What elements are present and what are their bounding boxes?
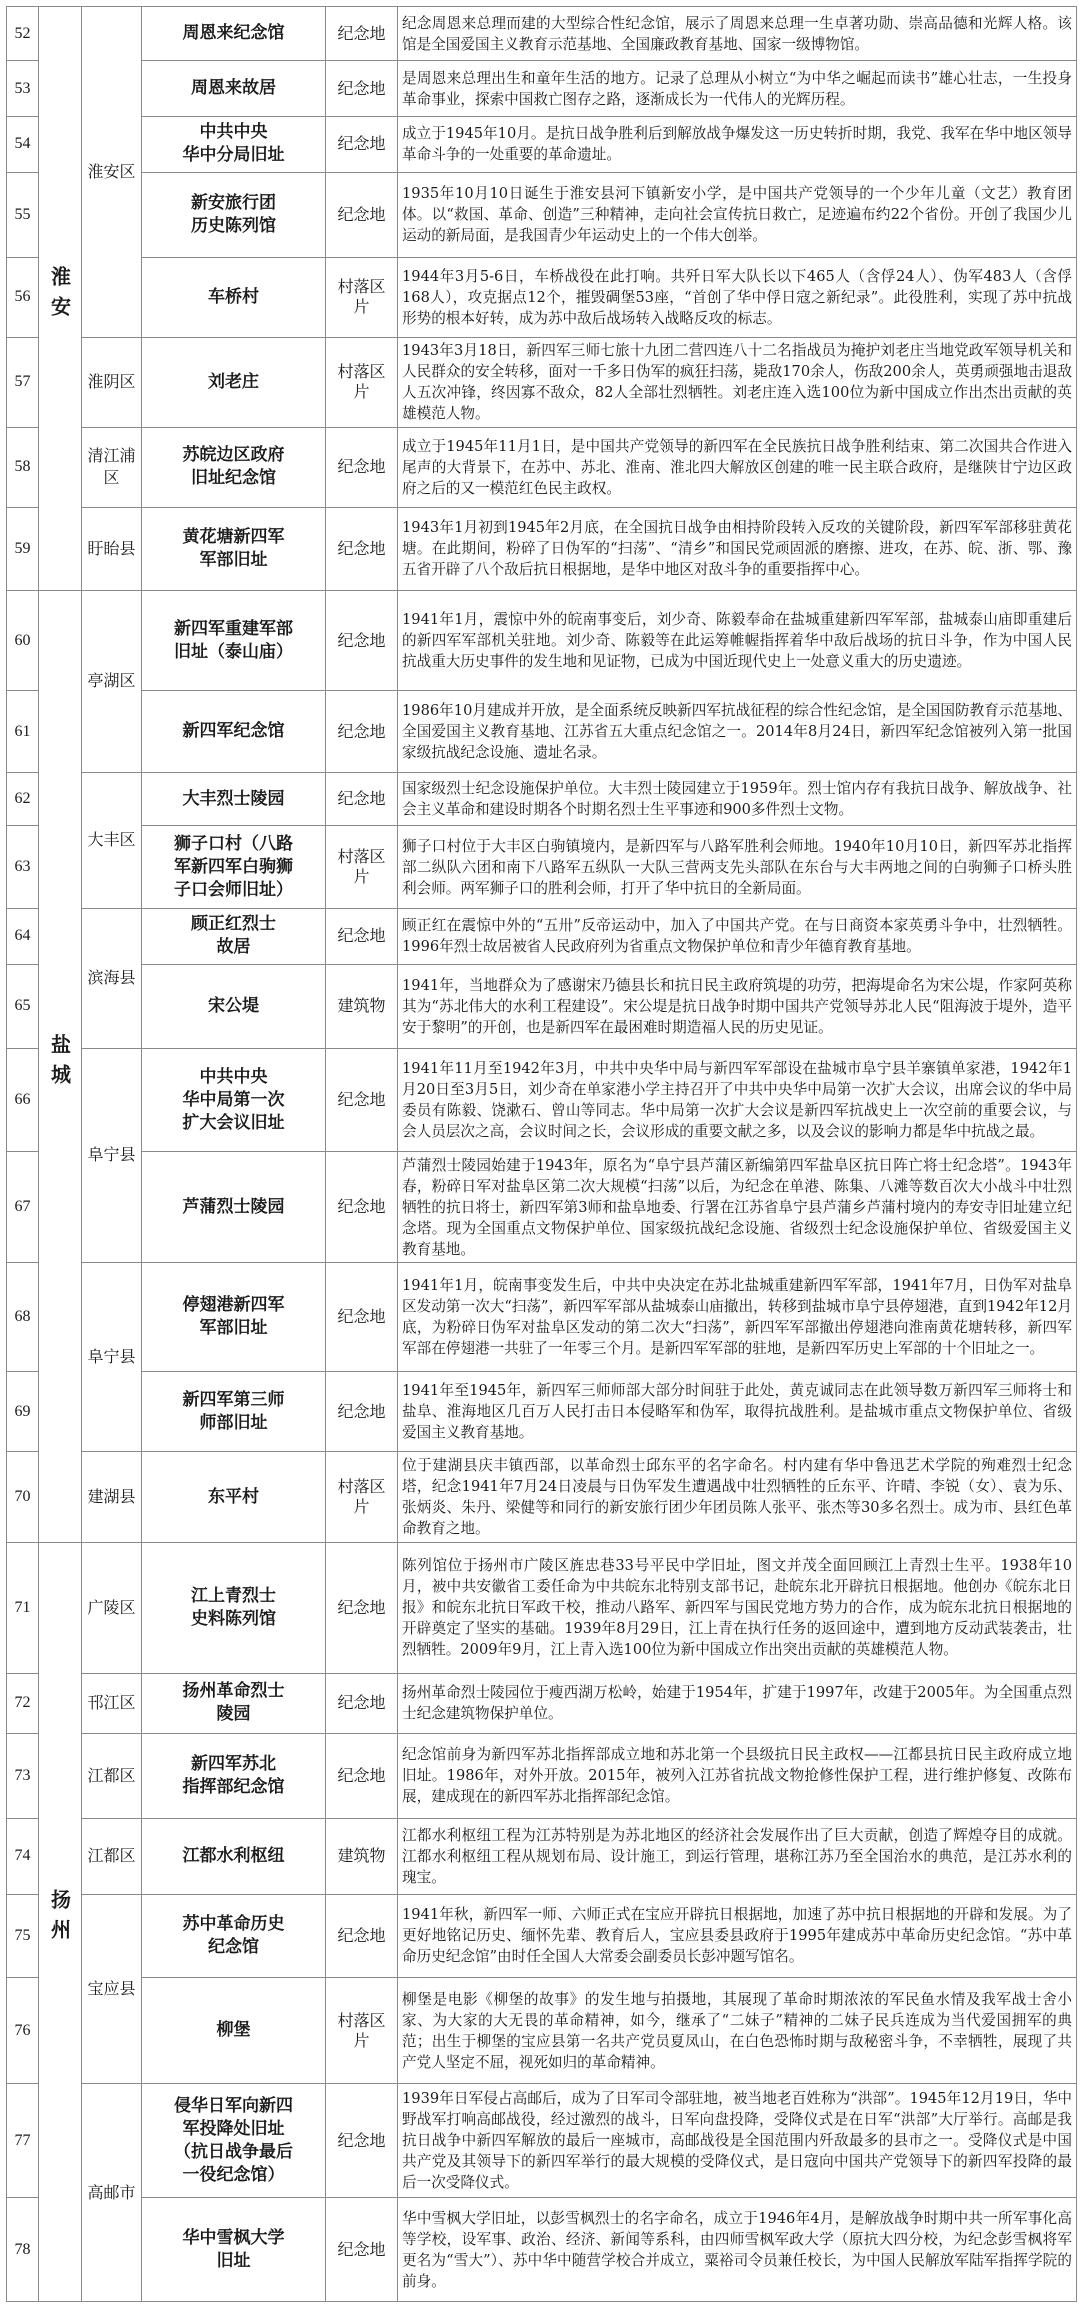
row-number: 54 xyxy=(7,116,39,172)
site-type: 纪念地 xyxy=(326,508,398,591)
table-row xyxy=(7,965,1077,1049)
row-number: 69 xyxy=(7,1371,39,1452)
site-name: 苏中革命历史 纪念馆 xyxy=(142,1895,326,1978)
table-row xyxy=(7,1048,1077,1152)
site-type: 纪念地 xyxy=(326,1734,398,1819)
site-name: 狮子口村（八路 军新四军白驹狮 子口会师旧址） xyxy=(142,826,326,909)
table-row xyxy=(7,1818,1077,1895)
site-type: 纪念地 xyxy=(326,7,398,61)
site-description: 芦蒲烈士陵园始建于1943年，原名为“阜宁县芦蒲区新编第四军盐阜区抗日阵亡将士纪念塔”。1943年春，粉碎日军对盐阜区第二次大规模“扫荡”以后，为纪念在单港、陈集、八滩等数百次大小战斗中壮烈牺牲的抗日将士，新四军第3师和盐阜地委、行署在江苏省阜宁县芦蒲乡芦蒲村境内的寿安寺旧址建立纪念塔。现为全国重点文物保护单位、国家级抗战纪念设施、省级烈士纪念设施保护单位、省级爱国主义教育基地。 xyxy=(398,1152,1077,1263)
site-description: 江都水利枢纽工程为江苏特别是为苏北地区的经济社会发展作出了巨大贡献，创造了辉煌夺目的成就。江都水利枢纽工程从规划布局、设计施工，到运行管理，堪称江苏乃至全国治水的典范，是江苏水利的瑰宝。 xyxy=(398,1818,1077,1895)
site-type: 村落区片 xyxy=(326,257,398,338)
table-row xyxy=(7,590,1077,691)
site-name: 侵华日军向新四 军投降处旧址 （抗日战争最后 一役纪念馆） xyxy=(142,2084,326,2198)
city-cell xyxy=(39,590,82,1542)
table-row xyxy=(7,1152,1077,1263)
site-name: 苏皖边区政府 旧址纪念馆 xyxy=(142,427,326,508)
row-number: 65 xyxy=(7,965,39,1049)
site-name: 新四军苏北 指挥部纪念馆 xyxy=(142,1734,326,1819)
table-row xyxy=(7,1542,1077,1673)
district-cell: 亭湖区 xyxy=(82,590,142,772)
district-cell: 江都区 xyxy=(82,1734,142,1819)
district-cell: 盱眙县 xyxy=(82,508,142,591)
site-name: 芦蒲烈士陵园 xyxy=(142,1152,326,1263)
table-row xyxy=(7,1895,1077,1978)
site-description: 华中雪枫大学旧址，以彭雪枫烈士的名字命名，成立于1946年4月，是解放战争时期中共一所军事化高等学校，设军事、政治、经济、新闻等系科，由四师雪枫军政大学（原抗大四分校，为纪念彭雪枫将军更名为“雪大”）、苏中华中随营学校合并成立，粟裕司令员兼任校长，为中国人民解放军陆军指挥学院的前身。 xyxy=(398,2198,1077,2302)
district-cell: 邗江区 xyxy=(82,1673,142,1733)
site-description: 国家级烈士纪念设施保护单位。大丰烈士陵园建立于1959年。烈士馆内存有我抗日战争、解放战争、社会主义革命和建设时期各个时期名烈士生平事迹和900多件烈士文物。 xyxy=(398,772,1077,825)
site-type: 纪念地 xyxy=(326,427,398,508)
site-type: 纪念地 xyxy=(326,173,398,258)
row-number: 66 xyxy=(7,1048,39,1152)
row-number: 60 xyxy=(7,590,39,691)
district-cell: 江都区 xyxy=(82,1818,142,1895)
row-number: 76 xyxy=(7,1977,39,2084)
table-row xyxy=(7,908,1077,964)
row-number: 77 xyxy=(7,2084,39,2198)
table-row xyxy=(7,257,1077,338)
site-type: 纪念地 xyxy=(326,772,398,825)
table-row xyxy=(7,1977,1077,2084)
site-description: 1941年，当地群众为了感谢宋乃德县长和抗日民主政府筑堤的功劳，把海堤命名为宋公堤，作家阿英称其为“苏北伟大的水利工程建设”。宋公堤是抗日战争时期中国共产党领导苏北人民“阻海波于堤外，造平安于黎明”的开创，也是新四军在最困难时期造福人民的历史见证。 xyxy=(398,965,1077,1049)
site-type: 纪念地 xyxy=(326,2084,398,2198)
site-type: 纪念地 xyxy=(326,1542,398,1673)
site-description: 陈列馆位于扬州市广陵区旌忠巷33号平民中学旧址，图文并茂全面回顾江上青烈士生平。1938年10月，被中共安徽省工委任命为中共皖东北特别支部书记，赴皖东北开辟抗日根据地。他创办《皖东北日报》和皖东北抗日军政干校，推动八路军、新四军与国民党地方势力的合作，成为皖东北抗日根据地的开辟奠定了坚实的基础。1939年8月29日，江上青在执行任务的返回途中，遭到地方反动武装袭击，壮烈牺牲。2009年9月，江上青入选100位为新中国成立作出突出贡献的英雄模范人物。 xyxy=(398,1542,1077,1673)
row-number: 61 xyxy=(7,691,39,773)
site-type: 纪念地 xyxy=(326,1048,398,1152)
table-row xyxy=(7,116,1077,172)
table-row xyxy=(7,826,1077,909)
site-name: 周恩来故居 xyxy=(142,61,326,116)
site-description: 1944年3月5-6日，车桥战役在此打响。共歼日军大队长以下465人（含俘24人）、伪军483人（含俘168人），攻克据点12个，摧毁碉堡53座，“首创了华中俘日寇之新纪录”。此役胜利，实现了苏中抗战形势的根本好转，成为苏中敌后战场转入战略反攻的标志。 xyxy=(398,257,1077,338)
site-description: 顾正红在震惊中外的“五卅”反帝运动中，加入了中国共产党。在与日商资本家英勇斗争中，壮烈牺牲。1996年烈士故居被省人民政府列为省重点文物保护单位和青少年德育教育基地。 xyxy=(398,908,1077,964)
district-cell: 建湖县 xyxy=(82,1452,142,1543)
site-description: 1939年日军侵占高邮后，成为了日军司令部驻地，被当地老百姓称为“洪部”。1945年12月19日，华中野战军打响高邮战役，经过激烈的战斗，日军向盘投降，受降仪式是在日军“洪部”大厅举行。高邮是我抗日战争中新四军解放的最后一座城市，高邮战役是全国范围内歼敌最多的县市之一。受降仪式是中国共产党及其领导下的新四军举行的最大规模的受降仪式，是日寇向中国共产党领导下的新四军投降的最后一次受降仪式。 xyxy=(398,2084,1077,2198)
table-row xyxy=(7,2198,1077,2302)
row-number: 78 xyxy=(7,2198,39,2302)
district-cell: 广陵区 xyxy=(82,1542,142,1673)
table-row xyxy=(7,691,1077,773)
row-number: 59 xyxy=(7,508,39,591)
row-number: 71 xyxy=(7,1542,39,1673)
site-type: 纪念地 xyxy=(326,908,398,964)
table-row xyxy=(7,1673,1077,1733)
site-name: 顾正红烈士 故居 xyxy=(142,908,326,964)
site-description: 成立于1945年11月1日，是中国共产党领导的新四军在全民族抗日战争胜利结束、第二次国共合作进入尾声的大背景下，在苏中、苏北、淮南、淮北四大解放区创建的唯一民主联合政府，是继陕甘宁边区政府之后的又一模范红色民主政权。 xyxy=(398,427,1077,508)
site-description: 是周恩来总理出生和童年生活的地方。记录了总理从小树立“为中华之崛起而读书”雄心壮志，一生投身革命事业，探索中国救亡图存之路，逐渐成长为一代伟人的光辉历程。 xyxy=(398,61,1077,116)
row-number: 57 xyxy=(7,338,39,428)
table-body xyxy=(7,7,1077,2302)
district-cell: 阜宁县 xyxy=(82,1048,142,1262)
site-name: 东平村 xyxy=(142,1452,326,1543)
site-type: 村落区片 xyxy=(326,1977,398,2084)
row-number: 58 xyxy=(7,427,39,508)
city-cell xyxy=(39,1542,82,2301)
site-name: 华中雪枫大学 旧址 xyxy=(142,2198,326,2302)
site-type: 纪念地 xyxy=(326,1673,398,1733)
site-name: 大丰烈士陵园 xyxy=(142,772,326,825)
site-type: 纪念地 xyxy=(326,61,398,116)
site-name: 新四军纪念馆 xyxy=(142,691,326,773)
site-description: 成立于1945年10月。是抗日战争胜利后到解放战争爆发这一历史转折时期，我党、我军在华中地区领导革命斗争的一处重要的革命遗址。 xyxy=(398,116,1077,172)
row-number: 56 xyxy=(7,257,39,338)
site-type: 纪念地 xyxy=(326,116,398,172)
site-name: 柳堡 xyxy=(142,1977,326,2084)
site-description: 1943年1月初到1945年2月底，在全国抗日战争由相持阶段转入反攻的关键阶段，新四军军部移驻黄花塘。在此期间，粉碎了日伪军的“扫荡”、“清乡”和国民党顽固派的磨擦、进攻，在苏、皖、浙、鄂、豫五省开辟了八个敌后抗日根据地，是华中地区对敌斗争的重要指挥中心。 xyxy=(398,508,1077,591)
site-name: 中共中央 华中局第一次 扩大会议旧址 xyxy=(142,1048,326,1152)
site-name: 中共中央 华中分局旧址 xyxy=(142,116,326,172)
city-label: 盐城 xyxy=(47,1033,72,1094)
table-row xyxy=(7,1263,1077,1372)
row-number: 75 xyxy=(7,1895,39,1978)
row-number: 70 xyxy=(7,1452,39,1543)
table-row xyxy=(7,61,1077,116)
heritage-table xyxy=(6,6,1077,2302)
table-row xyxy=(7,2084,1077,2198)
site-description: 1941年秋，新四军一师、六师正式在宝应开辟抗日根据地，加速了苏中抗日根据地的开辟和发展。为了更好地铭记历史、缅怀先辈、教育后人，宝应县委县政府于1995年建成苏中革命历史纪念馆。“苏中革命历史纪念馆”由时任全国人大常委会副委员长彭冲题写馆名。 xyxy=(398,1895,1077,1978)
row-number: 62 xyxy=(7,772,39,825)
site-description: 纪念周恩来总理而建的大型综合性纪念馆，展示了周恩来总理一生卓著功勋、崇高品德和光辉人格。该馆是全国爱国主义教育示范基地、全国廉政教育基地、国家一级博物馆。 xyxy=(398,7,1077,61)
row-number: 68 xyxy=(7,1263,39,1372)
district-cell: 阜宁县 xyxy=(82,1263,142,1452)
site-type: 建筑物 xyxy=(326,1818,398,1895)
site-name: 黄花塘新四军 军部旧址 xyxy=(142,508,326,591)
site-type: 建筑物 xyxy=(326,965,398,1049)
site-name: 车桥村 xyxy=(142,257,326,338)
site-description: 1941年至1945年，新四军三师师部大部分时间驻于此处，黄克诚同志在此领导数万新四军三师将士和盐阜、淮海地区几百万人民打击日本侵略军和伪军，取得抗战胜利。是盐城市重点文物保护单位、省级爱国主义教育基地。 xyxy=(398,1371,1077,1452)
site-description: 扬州革命烈士陵园位于瘦西湖万松岭，始建于1954年，扩建于1997年，改建于2005年。为全国重点烈士纪念建筑物保护单位。 xyxy=(398,1673,1077,1733)
district-cell: 清江浦区 xyxy=(82,427,142,508)
city-label: 扬州 xyxy=(47,1889,72,1950)
site-name: 扬州革命烈士 陵园 xyxy=(142,1673,326,1733)
site-description: 1986年10月建成并开放，是全面系统反映新四军抗战征程的综合性纪念馆，是全国国防教育示范基地、全国爱国主义教育基地、江苏省五大重点纪念馆之一。2014年8月24日，新四军纪念馆被列入第一批国家级抗战纪念设施、遗址名录。 xyxy=(398,691,1077,773)
city-label: 淮安 xyxy=(47,265,72,326)
site-type: 纪念地 xyxy=(326,691,398,773)
table-row xyxy=(7,338,1077,428)
row-number: 52 xyxy=(7,7,39,61)
row-number: 55 xyxy=(7,173,39,258)
district-cell: 滨海县 xyxy=(82,908,142,1048)
table-row xyxy=(7,1371,1077,1452)
row-number: 64 xyxy=(7,908,39,964)
site-type: 纪念地 xyxy=(326,2198,398,2302)
site-description: 位于建湖县庆丰镇西部，以革命烈士邱东平的名字命名。村内建有华中鲁迅艺术学院的殉难烈士纪念塔，纪念1941年7月24日凌晨与日伪军发生遭遇战中壮烈牺牲的丘东平、许晴、李锐（女）、袁为乐、张炳炎、朱丹、梁健等和同行的新安旅行团少年团员陈人张平、张杰等30多名烈士。成为市、县红色革命教育之地。 xyxy=(398,1452,1077,1543)
table-row xyxy=(7,772,1077,825)
site-name: 宋公堤 xyxy=(142,965,326,1049)
site-description: 1941年11月至1942年3月，中共中央华中局与新四军军部设在盐城市阜宁县羊寨镇单家港，1942年1月20日至3月5日，刘少奇在单家港小学主持召开了中共中央华中局第一次扩大会议，出席会议的华中局委员有陈毅、饶漱石、曾山等同志。华中局第一次扩大会议是新四军抗战史上一次空前的重要会议，与会人员层次之高，会议时间之长，会议形成的重要文献之多，以及会议的影响力都是华中抗战之最。 xyxy=(398,1048,1077,1152)
district-cell: 宝应县 xyxy=(82,1895,142,2084)
table-row xyxy=(7,508,1077,591)
site-type: 纪念地 xyxy=(326,1371,398,1452)
site-type: 纪念地 xyxy=(326,590,398,691)
site-name: 停翅港新四军 军部旧址 xyxy=(142,1263,326,1372)
district-cell: 高邮市 xyxy=(82,2084,142,2302)
site-name: 新四军重建军部 旧址（泰山庙） xyxy=(142,590,326,691)
site-name: 新四军第三师 师部旧址 xyxy=(142,1371,326,1452)
site-type: 村落区片 xyxy=(326,1452,398,1543)
district-cell: 淮阴区 xyxy=(82,338,142,428)
site-description: 1941年1月，震惊中外的皖南事变后，刘少奇、陈毅奉命在盐城重建新四军军部，盐城泰山庙即重建后的新四军军部机关驻地。刘少奇、陈毅等在此运筹帷幄指挥着华中敌后战场的抗日斗争，作为中国人民抗战重大历史事件的发生地和见证物，已成为中国近现代史上一处意义重大的历史遗迹。 xyxy=(398,590,1077,691)
table-row xyxy=(7,173,1077,258)
site-type: 村落区片 xyxy=(326,826,398,909)
site-description: 1943年3月18日，新四军三师七旅十九团二营四连八十二名指战员为掩护刘老庄当地党政军领导机关和人民群众的安全转移，面对一千多日伪军的疯狂扫荡，毙敌170余人，伤敌200余人，英勇顽强地击退敌人五次冲锋，终因寡不敌众，82人全部壮烈牺牲。刘老庄连入选100位为新中国成立作出杰出贡献的英雄模范人物。 xyxy=(398,338,1077,428)
site-description: 纪念馆前身为新四军苏北指挥部成立地和苏北第一个县级抗日民主政权——江都县抗日民主政府成立地旧址。1986年，对外开放。2015年，被列入江苏省抗战文物抢修性保护工程，进行维护修复、改陈布展，建成现在的新四军苏北指挥部纪念馆。 xyxy=(398,1734,1077,1819)
table-row xyxy=(7,427,1077,508)
site-name: 刘老庄 xyxy=(142,338,326,428)
row-number: 73 xyxy=(7,1734,39,1819)
site-type: 村落区片 xyxy=(326,338,398,428)
row-number: 67 xyxy=(7,1152,39,1263)
table-row xyxy=(7,1452,1077,1543)
site-description: 柳堡是电影《柳堡的故事》的发生地与拍摄地，其展现了革命时期浓浓的军民鱼水情及我军战士舍小家、为大家的大无畏的革命精神，如今，继承了“二妹子”精神的二妹子民兵连成为当代爱国拥军的典范；出生于柳堡的宝应县第一名共产党员夏凤山，在白色恐怖时期与敌秘密斗争，不幸牺牲，展现了共产党人坚定不屈，视死如归的革命精神。 xyxy=(398,1977,1077,2084)
site-type: 纪念地 xyxy=(326,1263,398,1372)
site-type: 纪念地 xyxy=(326,1152,398,1263)
row-number: 74 xyxy=(7,1818,39,1895)
table-row xyxy=(7,7,1077,61)
site-name: 江都水利枢纽 xyxy=(142,1818,326,1895)
row-number: 63 xyxy=(7,826,39,909)
site-name: 周恩来纪念馆 xyxy=(142,7,326,61)
city-cell xyxy=(39,7,82,591)
district-cell: 大丰区 xyxy=(82,772,142,908)
site-description: 1941年1月，皖南事变发生后，中共中央决定在苏北盐城重建新四军军部，1941年7月，日伪军对盐阜区发动第一次大“扫荡”，新四军军部从盐城泰山庙撤出，转移到盐城市阜宁县停翅港，直到1942年12月底，为粉碎日伪军对盐阜区发动的第二次大“扫荡”，新四军军部撤出停翅港向淮南黄花塘转移，新四军军部在停翅港一共驻了一年零三个月。是新四军军部的驻地，是新四军历史上军部的十个旧址之一。 xyxy=(398,1263,1077,1372)
table-row xyxy=(7,1734,1077,1819)
row-number: 53 xyxy=(7,61,39,116)
site-description: 1935年10月10日诞生于淮安县河下镇新安小学，是中国共产党领导的一个少年儿童（文艺）教育团体。以“救国、革命、创造”三种精神，走向社会宣传抗日救亡，足迹遍布约22个省份。开创了我国少儿运动的新局面，是我国青少年运动史上的一个伟大创举。 xyxy=(398,173,1077,258)
site-type: 纪念地 xyxy=(326,1895,398,1978)
site-name: 新安旅行团 历史陈列馆 xyxy=(142,173,326,258)
row-number: 72 xyxy=(7,1673,39,1733)
site-name: 江上青烈士 史料陈列馆 xyxy=(142,1542,326,1673)
site-description: 狮子口村位于大丰区白驹镇境内，是新四军与八路军胜利会师地。1940年10月10日，新四军苏北指挥部二纵队六团和南下八路军五纵队一大队三营两支先头部队在东台与大丰两地之间的白驹狮子口桥头胜利会师。两军狮子口的胜利会师，打开了华中抗日的全新局面。 xyxy=(398,826,1077,909)
district-cell: 淮安区 xyxy=(82,7,142,338)
